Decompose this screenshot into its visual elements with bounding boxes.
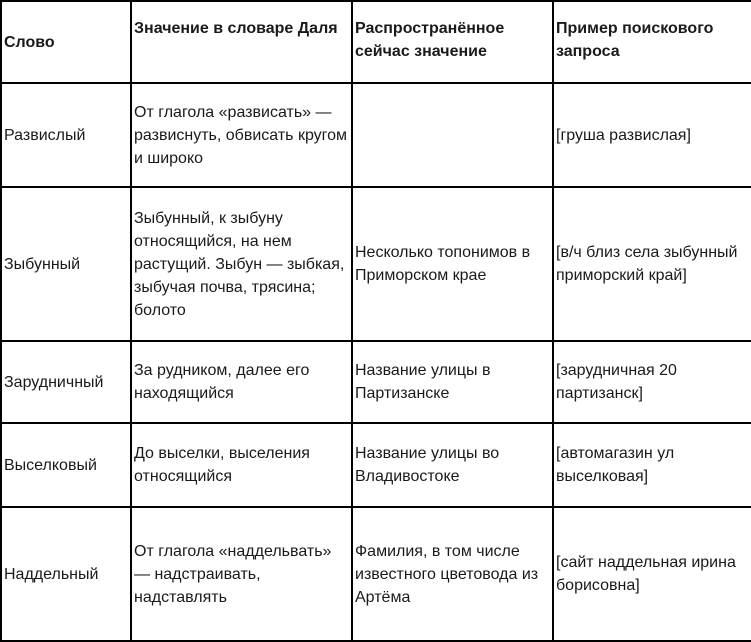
cell-current-meaning — [352, 83, 553, 187]
header-query-example: Пример поискового запроса — [553, 1, 751, 83]
table-row — [1, 83, 751, 187]
cell-word: Зарудничный — [1, 341, 131, 423]
cell-dal-meaning: Зыбунный, к зыбуну относящийся, на нем растущий. Зыбун — зыбкая, зыбучая почва, трясина; болото — [131, 187, 352, 341]
cell-query-example: [зарудничная 20 партизанск] — [553, 341, 751, 423]
cell-query-example: [автомагазин ул выселковая] — [553, 423, 751, 507]
table-row — [1, 423, 751, 507]
header-current-meaning: Распространённое сейчас значение — [352, 1, 553, 83]
table-row — [1, 507, 751, 641]
cell-dal-meaning: За рудником, далее его находящийся — [131, 341, 352, 423]
cell-query-example: [сайт наддельная ирина борисовна] — [553, 507, 751, 641]
cell-query-example: [груша развислая] — [553, 83, 751, 187]
header-row — [1, 1, 751, 83]
cell-query-example: [в/ч близ села зыбунный приморский край] — [553, 187, 751, 341]
cell-dal-meaning: От глагола «наддельвать» — надстраивать, надставлять — [131, 507, 352, 641]
table-row — [1, 341, 751, 423]
header-dal-meaning: Значение в словаре Даля — [131, 1, 352, 83]
cell-word: Зыбунный — [1, 187, 131, 341]
cell-word: Развислый — [1, 83, 131, 187]
cell-word: Наддельный — [1, 507, 131, 641]
cell-dal-meaning: До выселки, выселения относящийся — [131, 423, 352, 507]
cell-current-meaning: Название улицы в Партизанске — [352, 341, 553, 423]
cell-current-meaning: Несколько топонимов в Приморском крае — [352, 187, 553, 341]
cell-current-meaning: Название улицы во Владивостоке — [352, 423, 553, 507]
header-word: Слово — [1, 1, 131, 83]
cell-word: Выселковый — [1, 423, 131, 507]
cell-dal-meaning: От глагола «развисать» — развиснуть, обвисать кругом и широко — [131, 83, 352, 187]
table-row — [1, 187, 751, 341]
cell-current-meaning: Фамилия, в том числе известного цветовода из Артёма — [352, 507, 553, 641]
